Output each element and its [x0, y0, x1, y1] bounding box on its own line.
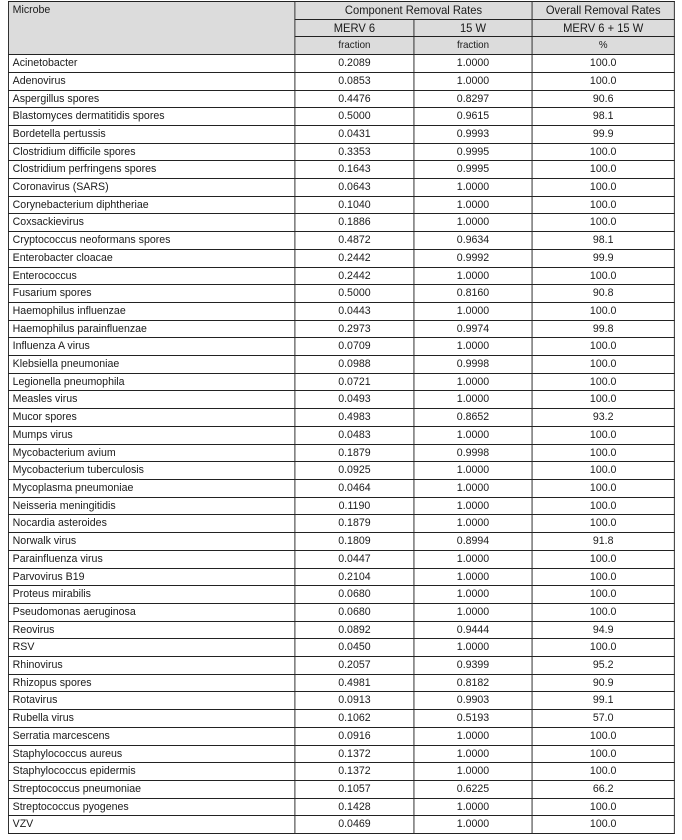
overall-percent-cell: 99.9: [532, 249, 674, 267]
uv-fraction-cell: 0.8160: [414, 285, 532, 303]
overall-percent-cell: 91.8: [532, 533, 674, 551]
microbe-cell: Streptococcus pneumoniae: [8, 780, 294, 798]
microbe-cell: VZV: [8, 816, 294, 834]
table-row: [8, 533, 674, 551]
uv-fraction-cell: 1.0000: [414, 72, 532, 90]
merv6-fraction-cell: 0.0450: [295, 639, 414, 657]
table-row: [8, 462, 674, 480]
microbe-cell: Cryptococcus neoformans spores: [8, 232, 294, 250]
overall-percent-cell: 100.0: [532, 816, 674, 834]
merv6-fraction-cell: 0.2089: [295, 55, 414, 73]
microbe-cell: Adenovirus: [8, 72, 294, 90]
microbe-cell: Coronavirus (SARS): [8, 179, 294, 197]
table-row: [8, 285, 674, 303]
table-row: [8, 798, 674, 816]
uv-fraction-cell: 0.9993: [414, 125, 532, 143]
microbe-cell: Enterobacter cloacae: [8, 249, 294, 267]
overall-percent-cell: 100.0: [532, 462, 674, 480]
overall-percent-cell: 95.2: [532, 657, 674, 675]
microbe-cell: Rotavirus: [8, 692, 294, 710]
overall-percent-cell: 100.0: [532, 72, 674, 90]
table-row: [8, 515, 674, 533]
header-merv6: MERV 6: [295, 19, 414, 37]
table-row: [8, 356, 674, 374]
table-row: [8, 763, 674, 781]
merv6-fraction-cell: 0.1428: [295, 798, 414, 816]
overall-percent-cell: 94.9: [532, 621, 674, 639]
merv6-fraction-cell: 0.0483: [295, 426, 414, 444]
table-row: [8, 497, 674, 515]
overall-percent-cell: 100.0: [532, 745, 674, 763]
table-row: [8, 232, 674, 250]
merv6-fraction-cell: 0.2057: [295, 657, 414, 675]
uv-fraction-cell: 0.8652: [414, 409, 532, 427]
table-row: [8, 657, 674, 675]
merv6-fraction-cell: 0.0680: [295, 603, 414, 621]
overall-percent-cell: 90.9: [532, 674, 674, 692]
merv6-fraction-cell: 0.0643: [295, 179, 414, 197]
merv6-fraction-cell: 0.1372: [295, 763, 414, 781]
merv6-fraction-cell: 0.0443: [295, 302, 414, 320]
overall-percent-cell: 100.0: [532, 568, 674, 586]
microbe-cell: Clostridium difficile spores: [8, 143, 294, 161]
merv6-fraction-cell: 0.1879: [295, 444, 414, 462]
uv-fraction-cell: 1.0000: [414, 515, 532, 533]
microbe-cell: Measles virus: [8, 391, 294, 409]
microbe-cell: Mycobacterium avium: [8, 444, 294, 462]
merv6-fraction-cell: 0.2442: [295, 249, 414, 267]
merv6-fraction-cell: 0.0988: [295, 356, 414, 374]
overall-percent-cell: 100.0: [532, 55, 674, 73]
table-row: [8, 409, 674, 427]
uv-fraction-cell: 1.0000: [414, 798, 532, 816]
table-row: [8, 338, 674, 356]
microbe-cell: Rhinovirus: [8, 657, 294, 675]
overall-percent-cell: 100.0: [532, 727, 674, 745]
uv-fraction-cell: 1.0000: [414, 763, 532, 781]
table-row: [8, 196, 674, 214]
uv-fraction-cell: 1.0000: [414, 816, 532, 834]
merv6-fraction-cell: 0.0916: [295, 727, 414, 745]
table-row: [8, 674, 674, 692]
microbe-cell: Nocardia asteroides: [8, 515, 294, 533]
uv-fraction-cell: 1.0000: [414, 391, 532, 409]
table-row: [8, 161, 674, 179]
table-row: [8, 108, 674, 126]
uv-fraction-cell: 0.8182: [414, 674, 532, 692]
table-row: [8, 692, 674, 710]
table-row: [8, 143, 674, 161]
merv6-fraction-cell: 0.4872: [295, 232, 414, 250]
microbe-cell: Rhizopus spores: [8, 674, 294, 692]
uv-fraction-cell: 0.9903: [414, 692, 532, 710]
merv6-fraction-cell: 0.1057: [295, 780, 414, 798]
uv-fraction-cell: 0.9995: [414, 143, 532, 161]
table-row: [8, 780, 674, 798]
merv6-fraction-cell: 0.0913: [295, 692, 414, 710]
merv6-fraction-cell: 0.0680: [295, 586, 414, 604]
uv-fraction-cell: 0.9444: [414, 621, 532, 639]
merv6-fraction-cell: 0.4981: [295, 674, 414, 692]
merv6-fraction-cell: 0.1372: [295, 745, 414, 763]
header-microbe: Microbe: [8, 2, 294, 55]
overall-percent-cell: 100.0: [532, 497, 674, 515]
merv6-fraction-cell: 0.1190: [295, 497, 414, 515]
microbe-cell: Mycoplasma pneumoniae: [8, 479, 294, 497]
table-row: [8, 444, 674, 462]
microbe-cell: Serratia marcescens: [8, 727, 294, 745]
merv6-fraction-cell: 0.0431: [295, 125, 414, 143]
overall-percent-cell: 100.0: [532, 161, 674, 179]
microbe-cell: Acinetobacter: [8, 55, 294, 73]
merv6-fraction-cell: 0.0464: [295, 479, 414, 497]
microbe-cell: Rubella virus: [8, 710, 294, 728]
microbe-cell: Coxsackievirus: [8, 214, 294, 232]
overall-percent-cell: 100.0: [532, 143, 674, 161]
uv-fraction-cell: 1.0000: [414, 426, 532, 444]
table-row: [8, 426, 674, 444]
uv-fraction-cell: 1.0000: [414, 214, 532, 232]
uv-fraction-cell: 1.0000: [414, 727, 532, 745]
microbe-cell: Klebsiella pneumoniae: [8, 356, 294, 374]
merv6-fraction-cell: 0.1062: [295, 710, 414, 728]
uv-fraction-cell: 1.0000: [414, 550, 532, 568]
uv-fraction-cell: 0.8994: [414, 533, 532, 551]
table-row: [8, 320, 674, 338]
overall-percent-cell: 100.0: [532, 179, 674, 197]
overall-percent-cell: 100.0: [532, 798, 674, 816]
merv6-fraction-cell: 0.4983: [295, 409, 414, 427]
table-row: [8, 179, 674, 197]
microbe-cell: Parvovirus B19: [8, 568, 294, 586]
uv-fraction-cell: 0.9992: [414, 249, 532, 267]
table-body: [8, 55, 674, 834]
microbe-cell: Haemophilus parainfluenzae: [8, 320, 294, 338]
merv6-fraction-cell: 0.0925: [295, 462, 414, 480]
merv6-fraction-cell: 0.4476: [295, 90, 414, 108]
uv-fraction-cell: 0.9615: [414, 108, 532, 126]
overall-percent-cell: 100.0: [532, 639, 674, 657]
header-15w: 15 W: [414, 19, 532, 37]
uv-fraction-cell: 1.0000: [414, 568, 532, 586]
microbe-cell: Mycobacterium tuberculosis: [8, 462, 294, 480]
uv-fraction-cell: 1.0000: [414, 462, 532, 480]
overall-percent-cell: 100.0: [532, 302, 674, 320]
table-header: [8, 2, 674, 55]
overall-percent-cell: 57.0: [532, 710, 674, 728]
merv6-fraction-cell: 0.0892: [295, 621, 414, 639]
microbe-cell: Norwalk virus: [8, 533, 294, 551]
unit-merv6: fraction: [295, 37, 414, 55]
merv6-fraction-cell: 0.2442: [295, 267, 414, 285]
merv6-fraction-cell: 0.2973: [295, 320, 414, 338]
overall-percent-cell: 98.1: [532, 232, 674, 250]
merv6-fraction-cell: 0.1879: [295, 515, 414, 533]
uv-fraction-cell: 1.0000: [414, 302, 532, 320]
overall-percent-cell: 100.0: [532, 373, 674, 391]
overall-percent-cell: 66.2: [532, 780, 674, 798]
table-row: [8, 214, 674, 232]
uv-fraction-cell: 1.0000: [414, 603, 532, 621]
removal-rates-table-wrapper: [8, 1, 682, 834]
microbe-cell: Parainfluenza virus: [8, 550, 294, 568]
overall-percent-cell: 98.1: [532, 108, 674, 126]
merv6-fraction-cell: 0.2104: [295, 568, 414, 586]
microbe-cell: Influenza A virus: [8, 338, 294, 356]
microbe-cell: Blastomyces dermatitidis spores: [8, 108, 294, 126]
microbe-cell: Neisseria meningitidis: [8, 497, 294, 515]
merv6-fraction-cell: 0.5000: [295, 108, 414, 126]
overall-percent-cell: 100.0: [532, 196, 674, 214]
merv6-fraction-cell: 0.5000: [295, 285, 414, 303]
table-row: [8, 603, 674, 621]
microbe-cell: Clostridium perfringens spores: [8, 161, 294, 179]
table-row: [8, 586, 674, 604]
microbe-cell: Mumps virus: [8, 426, 294, 444]
table-row: [8, 302, 674, 320]
table-row: [8, 816, 674, 834]
header-component-removal-rates: Component Removal Rates: [295, 2, 532, 20]
uv-fraction-cell: 1.0000: [414, 55, 532, 73]
overall-percent-cell: 100.0: [532, 426, 674, 444]
uv-fraction-cell: 1.0000: [414, 745, 532, 763]
microbe-cell: Aspergillus spores: [8, 90, 294, 108]
merv6-fraction-cell: 0.1643: [295, 161, 414, 179]
overall-percent-cell: 99.9: [532, 125, 674, 143]
table-row: [8, 479, 674, 497]
uv-fraction-cell: 0.9995: [414, 161, 532, 179]
microbe-cell: Bordetella pertussis: [8, 125, 294, 143]
microbe-cell: Legionella pneumophila: [8, 373, 294, 391]
uv-fraction-cell: 0.9634: [414, 232, 532, 250]
table-row: [8, 727, 674, 745]
microbe-cell: Staphylococcus aureus: [8, 745, 294, 763]
microbe-cell: Staphylococcus epidermis: [8, 763, 294, 781]
overall-percent-cell: 100.0: [532, 444, 674, 462]
overall-percent-cell: 100.0: [532, 479, 674, 497]
uv-fraction-cell: 0.8297: [414, 90, 532, 108]
uv-fraction-cell: 0.9998: [414, 356, 532, 374]
overall-percent-cell: 100.0: [532, 267, 674, 285]
merv6-fraction-cell: 0.0493: [295, 391, 414, 409]
overall-percent-cell: 100.0: [532, 214, 674, 232]
merv6-fraction-cell: 0.0447: [295, 550, 414, 568]
table-row: [8, 90, 674, 108]
uv-fraction-cell: 0.6225: [414, 780, 532, 798]
uv-fraction-cell: 1.0000: [414, 267, 532, 285]
uv-fraction-cell: 0.5193: [414, 710, 532, 728]
merv6-fraction-cell: 0.0721: [295, 373, 414, 391]
overall-percent-cell: 100.0: [532, 391, 674, 409]
microbe-cell: Reovirus: [8, 621, 294, 639]
uv-fraction-cell: 1.0000: [414, 639, 532, 657]
table-row: [8, 745, 674, 763]
uv-fraction-cell: 1.0000: [414, 338, 532, 356]
overall-percent-cell: 100.0: [532, 763, 674, 781]
microbe-cell: Mucor spores: [8, 409, 294, 427]
table-row: [8, 373, 674, 391]
merv6-fraction-cell: 0.0853: [295, 72, 414, 90]
unit-overall: %: [532, 37, 674, 55]
table-row: [8, 710, 674, 728]
overall-percent-cell: 99.8: [532, 320, 674, 338]
table-row: [8, 621, 674, 639]
merv6-fraction-cell: 0.3353: [295, 143, 414, 161]
overall-percent-cell: 100.0: [532, 586, 674, 604]
uv-fraction-cell: 1.0000: [414, 586, 532, 604]
microbe-cell: Streptococcus pyogenes: [8, 798, 294, 816]
table-row: [8, 267, 674, 285]
table-row: [8, 391, 674, 409]
removal-rates-table: [8, 1, 675, 834]
microbe-cell: Haemophilus influenzae: [8, 302, 294, 320]
header-merv6-plus-15w: MERV 6 + 15 W: [532, 19, 674, 37]
merv6-fraction-cell: 0.1040: [295, 196, 414, 214]
microbe-cell: Corynebacterium diphtheriae: [8, 196, 294, 214]
uv-fraction-cell: 0.9399: [414, 657, 532, 675]
merv6-fraction-cell: 0.0709: [295, 338, 414, 356]
table-row: [8, 249, 674, 267]
uv-fraction-cell: 0.9998: [414, 444, 532, 462]
unit-15w: fraction: [414, 37, 532, 55]
uv-fraction-cell: 1.0000: [414, 373, 532, 391]
uv-fraction-cell: 1.0000: [414, 179, 532, 197]
overall-percent-cell: 93.2: [532, 409, 674, 427]
microbe-cell: Enterococcus: [8, 267, 294, 285]
microbe-cell: RSV: [8, 639, 294, 657]
header-overall-removal-rates: Overall Removal Rates: [532, 2, 674, 20]
table-row: [8, 568, 674, 586]
merv6-fraction-cell: 0.1886: [295, 214, 414, 232]
uv-fraction-cell: 0.9974: [414, 320, 532, 338]
uv-fraction-cell: 1.0000: [414, 479, 532, 497]
table-row: [8, 72, 674, 90]
uv-fraction-cell: 1.0000: [414, 497, 532, 515]
overall-percent-cell: 100.0: [532, 356, 674, 374]
overall-percent-cell: 100.0: [532, 603, 674, 621]
uv-fraction-cell: 1.0000: [414, 196, 532, 214]
microbe-cell: Fusarium spores: [8, 285, 294, 303]
microbe-cell: Proteus mirabilis: [8, 586, 294, 604]
overall-percent-cell: 100.0: [532, 515, 674, 533]
merv6-fraction-cell: 0.0469: [295, 816, 414, 834]
overall-percent-cell: 100.0: [532, 338, 674, 356]
overall-percent-cell: 90.8: [532, 285, 674, 303]
microbe-cell: Pseudomonas aeruginosa: [8, 603, 294, 621]
table-row: [8, 55, 674, 73]
table-row: [8, 639, 674, 657]
overall-percent-cell: 99.1: [532, 692, 674, 710]
table-row: [8, 125, 674, 143]
table-row: [8, 550, 674, 568]
merv6-fraction-cell: 0.1809: [295, 533, 414, 551]
overall-percent-cell: 100.0: [532, 550, 674, 568]
overall-percent-cell: 90.6: [532, 90, 674, 108]
